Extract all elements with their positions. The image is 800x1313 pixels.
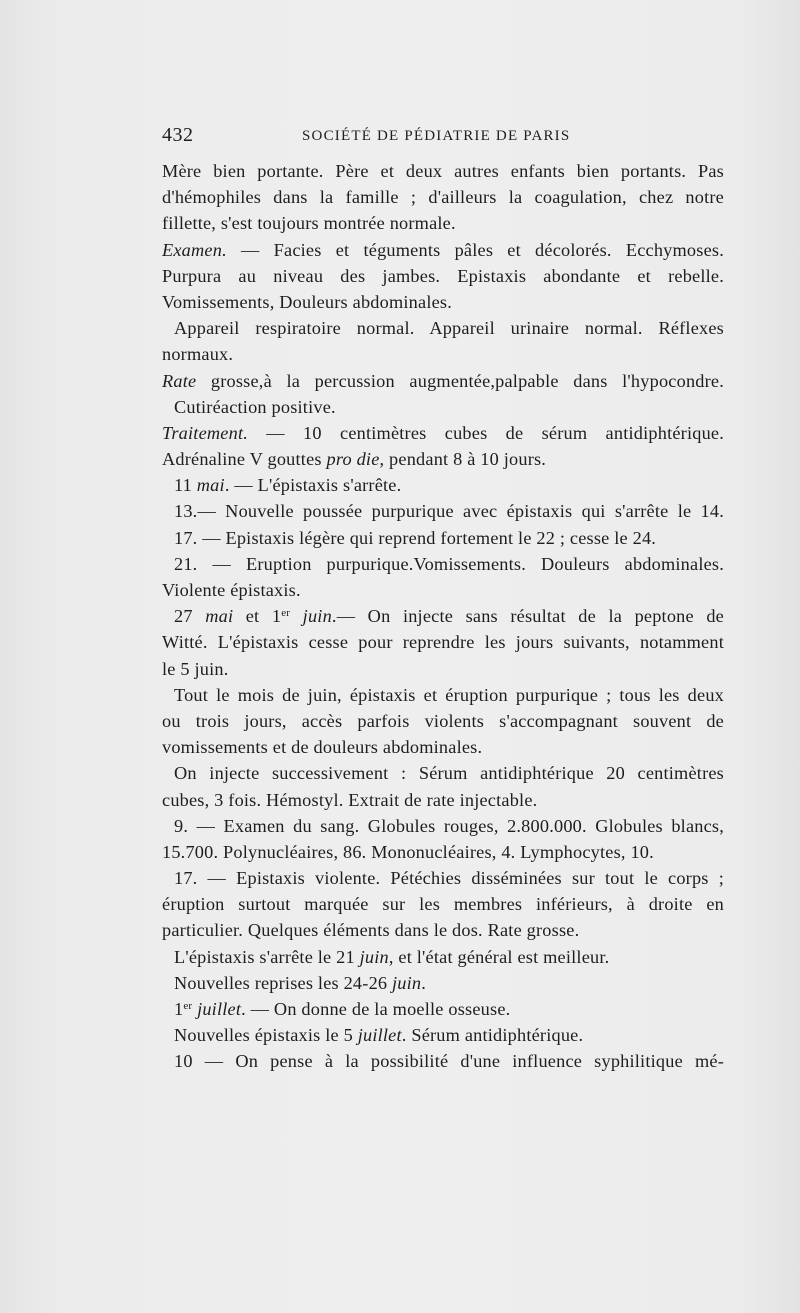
text-span: , et l'état général est meilleur. (388, 946, 610, 967)
text-line (162, 446, 724, 472)
text-line (162, 394, 724, 420)
text-line (162, 603, 724, 629)
text-line (162, 629, 724, 655)
text-span: On injecte successivement : Sérum antidiphtérique 20 centimètres (174, 763, 724, 784)
italic-text: juillet (357, 1025, 402, 1046)
italic-text: juin (392, 972, 422, 993)
text-line (162, 839, 724, 865)
text-span: 1 (174, 999, 184, 1019)
text-span: Purpura au niveau des jambes. Epistaxis abondante et rebelle. (162, 265, 724, 286)
text-line (162, 1048, 724, 1074)
text-line (162, 289, 724, 315)
text-line (162, 210, 724, 236)
text-line (162, 315, 724, 341)
text-line (162, 996, 724, 1022)
text-span: , pendant 8 à 10 jours. (379, 449, 547, 470)
text-line (162, 368, 724, 394)
text-line (162, 970, 724, 996)
text-line (162, 656, 724, 682)
text-span: cubes, 3 fois. Hémostyl. Extrait de rate injectable. (162, 789, 538, 810)
text-line (162, 158, 724, 184)
text-span: Adrénaline V gouttes (162, 449, 327, 470)
text-span: 17. — Epistaxis violente. Pétéchies disséminées sur tout le corps ; (174, 868, 724, 889)
text-line (162, 525, 724, 551)
text-line (162, 708, 724, 734)
text-span: Vomissements, Douleurs abdominales. (162, 291, 452, 312)
italic-text: Examen. (162, 239, 227, 260)
body-text (162, 158, 724, 1075)
text-line (162, 944, 724, 970)
running-title: SOCIÉTÉ DE PÉDIATRIE DE PARIS (302, 128, 571, 144)
text-span: . — On donne de la moelle osseuse. (241, 999, 511, 1019)
text-span: vomissements et de douleurs abdominales. (162, 737, 483, 758)
text-span: 10 — On pense à la possibilité d'une influence syphilitique mé- (174, 1051, 724, 1072)
italic-text: mai (196, 475, 225, 496)
text-line (162, 472, 724, 498)
text-span: ou trois jours, accès parfois violents s'accompagnant souvent de (162, 710, 724, 731)
text-line (162, 237, 724, 263)
text-span: . (421, 972, 427, 993)
text-line (162, 865, 724, 891)
text-line (162, 813, 724, 839)
text-span: Nouvelles épistaxis le 5 (174, 1025, 358, 1046)
italic-text: juin (290, 606, 332, 627)
text-span: Cutiréaction positive. (174, 396, 336, 417)
text-line (162, 891, 724, 917)
text-line (162, 682, 724, 708)
text-span: normaux. (162, 344, 234, 365)
text-span: L'épistaxis s'arrête le 21 (174, 946, 360, 967)
text-span: Witté. L'épistaxis cesse pour reprendre les jours suivants, notamment (162, 632, 724, 653)
italic-text: juin (359, 946, 389, 967)
superscript: er (281, 607, 291, 620)
text-span: Mère bien portante. Père et deux autres enfants bien portants. Pas (162, 161, 724, 181)
italic-text: pro die (326, 449, 380, 470)
text-span: le 5 juin. (162, 658, 229, 679)
page-header (162, 124, 722, 150)
text-span: éruption surtout marquée sur les membres inférieurs, à droite en (162, 894, 724, 915)
text-span: grosse,à la percussion augmentée,palpable dans l'hypocondre. (196, 370, 724, 391)
text-line (162, 498, 724, 524)
text-line (162, 917, 724, 943)
page-number: 432 (162, 124, 194, 146)
text-line (162, 734, 724, 760)
text-span: . Sérum antidiphtérique. (401, 1025, 584, 1046)
text-span: — Facies et téguments pâles et décolorés. Ecchymoses. (226, 239, 724, 260)
text-span: 9. — Examen du sang. Globules rouges, 2.800.000. Globules blancs, (174, 815, 724, 836)
text-span: 17. — Epistaxis légère qui reprend fortement le 22 ; cesse le 24. (174, 527, 657, 548)
text-line (162, 551, 724, 577)
text-line (162, 577, 724, 603)
text-line (162, 760, 724, 786)
superscript: er (183, 1000, 193, 1012)
text-line (162, 184, 724, 210)
text-line (162, 263, 724, 289)
text-span: Appareil respiratoire normal. Appareil urinaire normal. Réflexes (174, 318, 724, 339)
text-line (162, 787, 724, 813)
text-span: .— On injecte sans résultat de la peptone de (331, 606, 724, 627)
text-span: Nouvelles reprises les 24-26 (174, 972, 393, 993)
text-span: fillette, s'est toujours montrée normale. (162, 213, 456, 234)
text-span: . — L'épistaxis s'arrête. (224, 475, 402, 496)
text-span: particulier. Quelques éléments dans le dos. Rate grosse. (162, 920, 580, 941)
italic-text: juillet (192, 999, 242, 1019)
text-line (162, 1022, 724, 1048)
text-line (162, 341, 724, 367)
text-span: 11 (174, 475, 197, 496)
text-span: 21. — Eruption purpurique.Vomissements. Douleurs abdominales. (174, 553, 724, 574)
text-span: — 10 centimètres cubes de sérum antidiphtérique. (248, 422, 724, 443)
text-span: Tout le mois de juin, épistaxis et éruption purpurique ; tous les deux (174, 684, 724, 705)
text-span: 15.700. Polynucléaires, 86. Mononucléaires, 4. Lymphocytes, 10. (162, 841, 654, 862)
italic-text: Rate (162, 370, 197, 391)
text-span: Violente épistaxis. (162, 580, 301, 600)
italic-text: mai (205, 606, 234, 627)
text-span: 13.— Nouvelle poussée purpurique avec épistaxis qui s'arrête le 14. (174, 501, 724, 522)
italic-text: Traitement. (162, 422, 248, 443)
text-line (162, 420, 724, 446)
text-span: d'hémophiles dans la famille ; d'ailleurs la coagulation, chez notre (162, 187, 724, 208)
text-span: et 1 (233, 606, 282, 627)
text-span: 27 (174, 606, 206, 627)
